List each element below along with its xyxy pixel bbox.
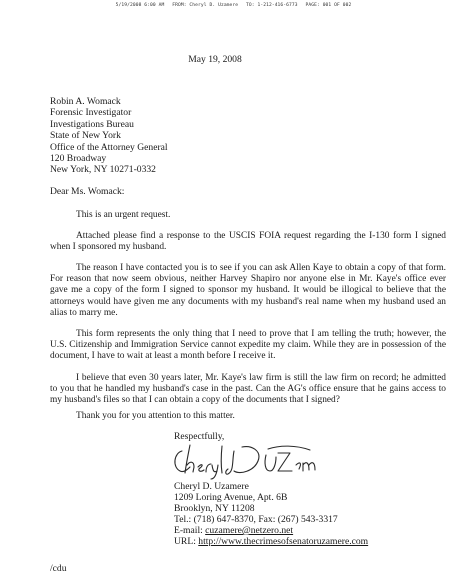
website-link[interactable]: http://www.thecrimesofsenatoruzamere.com bbox=[198, 536, 369, 547]
sender-address-line-1: 1209 Loring Avenue, Apt. 6B bbox=[174, 492, 288, 503]
recipient-bureau: Investigations Bureau bbox=[50, 118, 134, 130]
handwritten-signature bbox=[168, 441, 318, 481]
body-paragraph-reason: The reason I have contacted you is to see if you can ask Allen Kaye to obtain a copy of that form. For reason that now seem obvious, neither Harvey Shapiro nor anyone else in Mr. Kaye's office ever gave me a copy of the form I signed to sponsor my husband. It would be illogical to believe that the attorneys would have given me any documents with my husband's real name when my husband used an alias to marry me. bbox=[50, 263, 446, 318]
body-paragraph-attachment: Attached please find a response to the USCIS FOIA request regarding the I-130 form I signed when I sponsored my husband. bbox=[50, 231, 446, 253]
sender-phone-fax: Tel.: (718) 647-8370, Fax: (267) 543-3317 bbox=[174, 514, 338, 525]
body-paragraph-law-firm: I believe that even 30 years later, Mr. Kaye's law firm is still the law firm on record; he admitted to you that he handled my husband's case in the past. Can the AG's office ensure that he gains access to my husband's files so that I can obtain a copy of the documents that I signed? bbox=[50, 373, 446, 406]
body-paragraph-form: This form represents the only thing that I need to prove that I am telling the truth; however, the U.S. Citizenship and Immigration Service cannot expedite my claim. While they are in possession of the document, I have to wait at least a month before I receive it. bbox=[50, 329, 446, 362]
sender-name: Cheryl D. Uzamere bbox=[174, 481, 249, 492]
salutation: Dear Ms. Womack: bbox=[50, 186, 125, 197]
faded-letterhead-mark bbox=[188, 10, 278, 20]
closing: Respectfully, bbox=[174, 431, 225, 442]
body-paragraph-thanks: Thank you for you attention to this matter. bbox=[76, 411, 235, 421]
email-label: E-mail: bbox=[174, 525, 206, 536]
recipient-state: State of New York bbox=[50, 130, 121, 142]
body-paragraph-urgent: This is an urgent request. bbox=[76, 210, 171, 220]
fax-from: FROM: Cheryl D. Uzamere bbox=[172, 3, 239, 8]
url-label: URL: bbox=[174, 536, 199, 547]
recipient-address-block bbox=[50, 96, 168, 176]
fax-transmission-header bbox=[0, 3, 472, 8]
fax-to: TO: 1-212-416-6773 bbox=[246, 3, 298, 8]
typist-initials: /cdu bbox=[50, 563, 67, 574]
recipient-street: 120 Broadway bbox=[50, 153, 107, 165]
sender-email-line bbox=[174, 525, 368, 536]
fax-page-count: PAGE: 001 OF 002 bbox=[305, 3, 352, 8]
email-link[interactable]: cuzamere@netzero.net bbox=[205, 525, 294, 536]
recipient-name: Robin A. Womack bbox=[50, 96, 121, 107]
recipient-city: New York, NY 10271-0332 bbox=[50, 164, 156, 176]
sender-signature-block bbox=[174, 481, 368, 547]
letter-date: May 19, 2008 bbox=[188, 54, 242, 65]
recipient-title: Forensic Investigator bbox=[50, 107, 132, 119]
recipient-office: Office of the Attorney General bbox=[50, 141, 168, 153]
fax-datetime: 5/19/2008 6:00 AM bbox=[115, 3, 165, 8]
sender-url-line bbox=[174, 536, 368, 547]
sender-address-line-2: Brooklyn, NY 11208 bbox=[174, 503, 255, 514]
